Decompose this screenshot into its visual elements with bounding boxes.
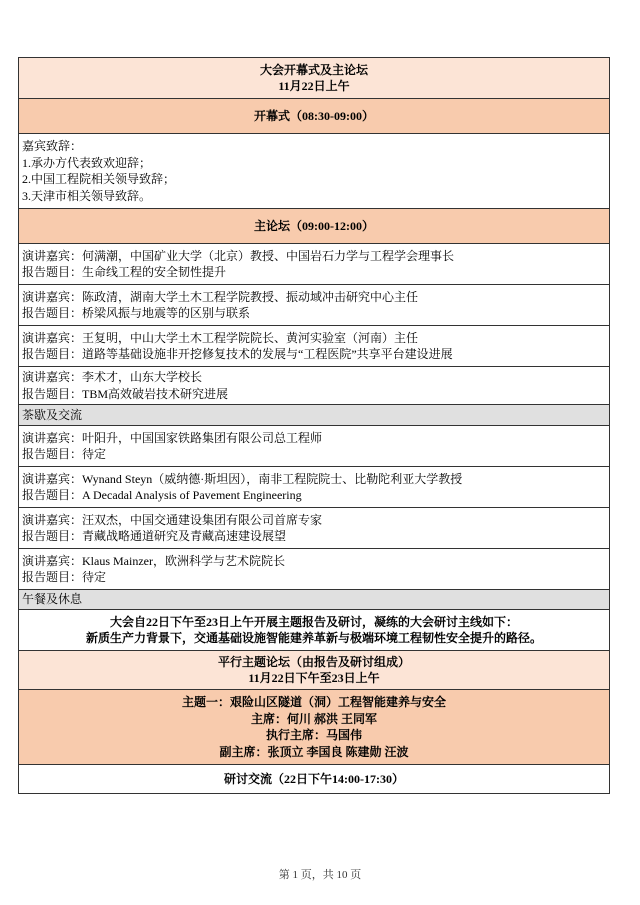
topic: 报告题目：道路等基础设施非开挖修复技术的发展与“工程医院”共享平台建设进展 [22,347,453,361]
speaker: 演讲嘉宾：陈政清，湖南大学土木工程学院教授、振动域冲击研究中心主任 [22,289,419,304]
talk-row [19,508,609,549]
talk-row [19,367,609,405]
break-row [19,590,609,610]
statement-row [19,610,609,651]
talk-row [19,285,609,326]
speaker: 演讲嘉宾：李术才，山东大学校长 [22,370,203,384]
topic: 报告题目：待定 [22,447,107,461]
speaker: 演讲嘉宾：何满潮，中国矿业大学（北京）教授、中国岩石力学与工程学会理事长 [22,248,455,263]
section-title: 大会开幕式及主论坛 [259,62,368,77]
speaker: 演讲嘉宾：叶阳升，中国国家铁路集团有限公司总工程师 [22,430,323,445]
talk-row [19,549,609,590]
opening-line: 1.承办方代表致欢迎辞； [22,155,152,170]
parallel-header [19,651,609,690]
talk-row [19,244,609,285]
topic: 报告题目：生命线工程的安全韧性提升 [22,265,227,279]
section-header [19,58,609,99]
talk-row [19,326,609,367]
talk-row [19,467,609,508]
break-row [19,405,609,426]
break-label: 茶歇及交流 [22,407,83,422]
theme-exec-chair: 执行主席：马国伟 [265,728,362,742]
parallel-title: 平行主题论坛（由报告及研讨组成） [217,654,410,669]
page-number: 第 1 页，共 10 页 [278,869,362,881]
break-label: 午餐及休息 [22,592,83,607]
section-date: 11月22日上午 [278,79,350,93]
main-forum-header [19,209,609,244]
schedule-table [18,57,610,794]
session-label: 研讨交流（22日下午14:00-17:30） [224,771,404,786]
topic: 报告题目：桥梁风振与地震等的区别与联系 [22,306,251,320]
theme-vice-chair: 副主席：张顶立 李国良 陈建勋 汪波 [219,744,409,759]
opening-header [19,99,609,134]
theme-chair: 主席：何川 郝洪 王同军 [250,711,377,726]
topic: 报告题目：A Decadal Analysis of Pavement Engineering [22,488,302,502]
topic: 报告题目：青藏战略通道研究及青藏高速建设展望 [22,529,287,543]
speaker: 演讲嘉宾：王复明，中山大学土木工程学院院长、黄河实验室（河南）主任 [22,330,419,345]
opening-title: 开幕式（08:30-09:00） [254,108,374,123]
topic: 报告题目：TBM高效破岩技术研究进展 [22,386,229,401]
opening-line: 3.天津市相关领导致辞。 [22,188,152,203]
statement-line: 大会自22日下午至23日上午开展主题报告及研讨，凝练的大会研讨主线如下： [109,614,518,629]
main-forum-title: 主论坛（09:00-12:00） [254,218,374,233]
speaker: 演讲嘉宾：汪双杰，中国交通建设集团有限公司首席专家 [22,512,323,527]
opening-line: 嘉宾致辞： [22,139,83,153]
theme-header [19,690,609,765]
topic: 报告题目：待定 [22,570,107,584]
talk-row [19,426,609,467]
speaker: 演讲嘉宾：Wynand Steyn（威纳德·斯坦因），南非工程院院士、比勒陀利亚大学教授 [22,471,463,486]
opening-line: 2.中国工程院相关领导致辞； [22,172,176,186]
opening-content [19,134,609,209]
theme-title: 主题一：艰险山区隧道（洞）工程智能建养与安全 [181,695,446,709]
statement-line: 新质生产力背景下，交通基础设施智能建养革新与极端环境工程韧性安全提升的路径。 [85,631,542,645]
parallel-date: 11月22日下午至23日上午 [248,671,380,685]
speaker: 演讲嘉宾：Klaus Mainzer，欧洲科学与艺术院院长 [22,553,285,568]
session-row [19,765,609,794]
